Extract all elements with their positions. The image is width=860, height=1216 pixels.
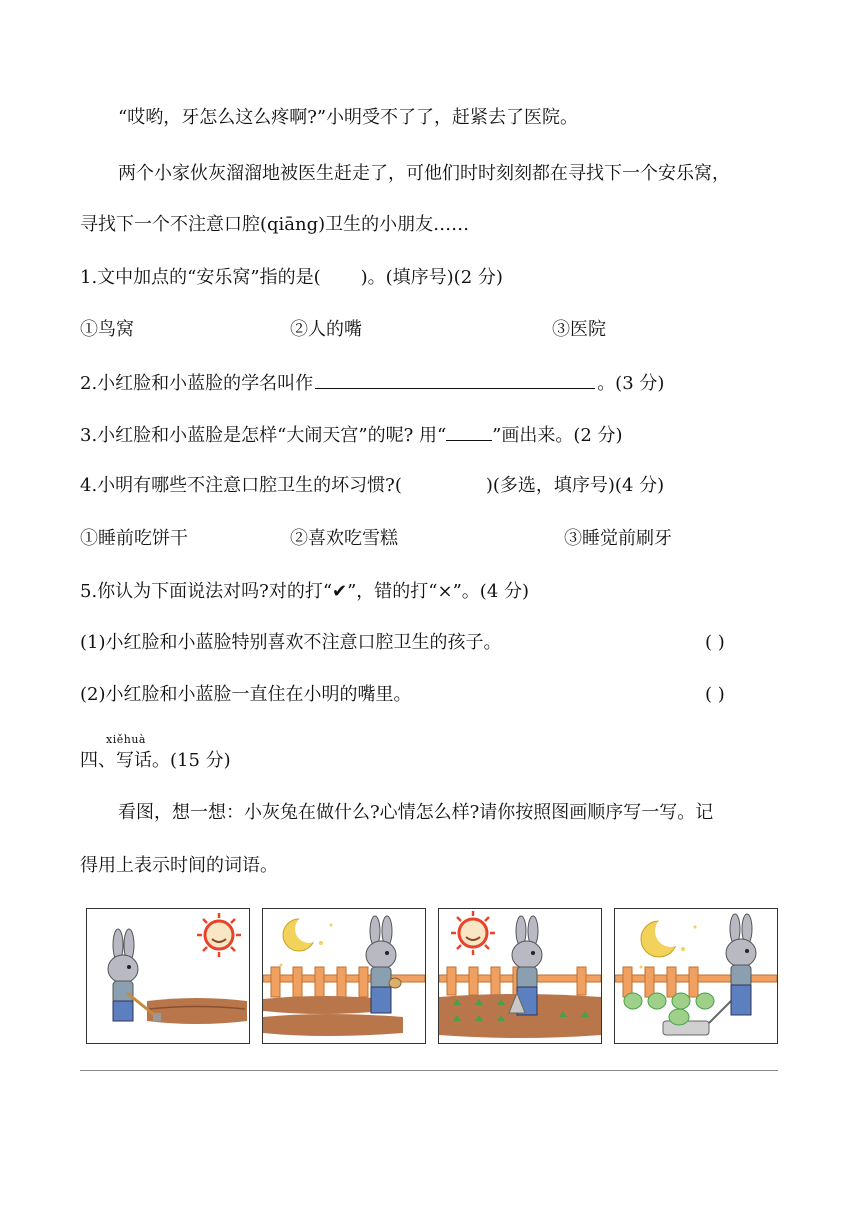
section-4-heading: 四、写话。(15 分) xyxy=(80,750,231,771)
rabbit-sowing-seeds-icon xyxy=(263,909,425,1043)
picture-sequence xyxy=(86,908,778,1044)
question-5-item-1-answer[interactable]: ( ) xyxy=(705,632,725,653)
question-3-text-a: 3.小红脸和小蓝脸是怎样“大闹天宫”的呢? 用“ xyxy=(80,425,447,446)
question-2-text-b: 。(3 分) xyxy=(597,373,665,394)
rabbit-harvesting-cabbage-icon xyxy=(615,909,777,1043)
question-5: 5.你认为下面说法对吗?对的打“✔”，错的打“×”。(4 分) xyxy=(80,581,530,602)
picture-panel-3 xyxy=(438,908,602,1044)
question-3 xyxy=(80,422,623,448)
section-4-pinyin: xiěhuà xyxy=(106,733,146,746)
question-1-text-a: 1.文中加点的“安乐窝”指的是( xyxy=(80,267,321,288)
question-1-text-b: )。(填序号)(2 分) xyxy=(360,267,503,288)
question-4-option-3: ③睡觉前刷牙 xyxy=(564,528,672,549)
sun-icon xyxy=(451,911,495,955)
sun-icon xyxy=(197,913,241,957)
section-4-prompt-line-2: 得用上表示时间的词语。 xyxy=(80,855,278,876)
question-5-item-2: (2)小红脸和小蓝脸一直住在小明的嘴里。 xyxy=(80,684,412,705)
question-4 xyxy=(80,474,664,498)
rabbit-hoeing-soil-icon xyxy=(87,909,249,1043)
question-3-text-b: ”画出来。(2 分) xyxy=(492,425,623,446)
picture-panel-1 xyxy=(86,908,250,1044)
question-2-answer-blank[interactable] xyxy=(315,370,595,389)
section-4-prompt-line-1: 看图，想一想：小灰兔在做什么?心情怎么样?请你按照图画顺序写一写。记 xyxy=(118,802,714,823)
question-5-item-1: (1)小红脸和小蓝脸特别喜欢不注意口腔卫生的孩子。 xyxy=(80,632,502,653)
picture-panel-4 xyxy=(614,908,778,1044)
question-5-item-2-answer[interactable]: ( ) xyxy=(705,684,725,705)
question-4-text-b: )(多选，填序号)(4 分) xyxy=(485,475,665,496)
question-1 xyxy=(80,266,503,290)
passage-line-2: 两个小家伙灰溜溜地被医生赶走了，可他们时时刻刻都在寻找下一个安乐窝， xyxy=(118,163,730,184)
question-2 xyxy=(80,370,664,396)
passage-line-3: 寻找下一个不注意口腔(qiāng)卫生的小朋友…… xyxy=(80,214,470,235)
question-3-underline-sample xyxy=(446,422,492,441)
question-4-option-1: ①睡前吃饼干 xyxy=(80,528,188,549)
question-1-option-3: ③医院 xyxy=(552,319,606,340)
picture-panel-2 xyxy=(262,908,426,1044)
question-1-option-1: ①鸟窝 xyxy=(80,319,134,340)
writing-answer-line[interactable] xyxy=(80,1070,778,1071)
question-2-text-a: 2.小红脸和小蓝脸的学名叫作 xyxy=(80,373,314,394)
question-4-option-2: ②喜欢吃雪糕 xyxy=(290,528,398,549)
question-4-text-a: 4.小明有哪些不注意口腔卫生的坏习惯?( xyxy=(80,475,402,496)
rabbit-watering-seedlings-icon xyxy=(439,909,601,1043)
passage-line-1: “哎哟，牙怎么这么疼啊?”小明受不了了，赶紧去了医院。 xyxy=(118,107,579,128)
moon-icon xyxy=(283,915,323,951)
moon-icon xyxy=(641,915,687,957)
question-1-option-2: ②人的嘴 xyxy=(290,319,362,340)
